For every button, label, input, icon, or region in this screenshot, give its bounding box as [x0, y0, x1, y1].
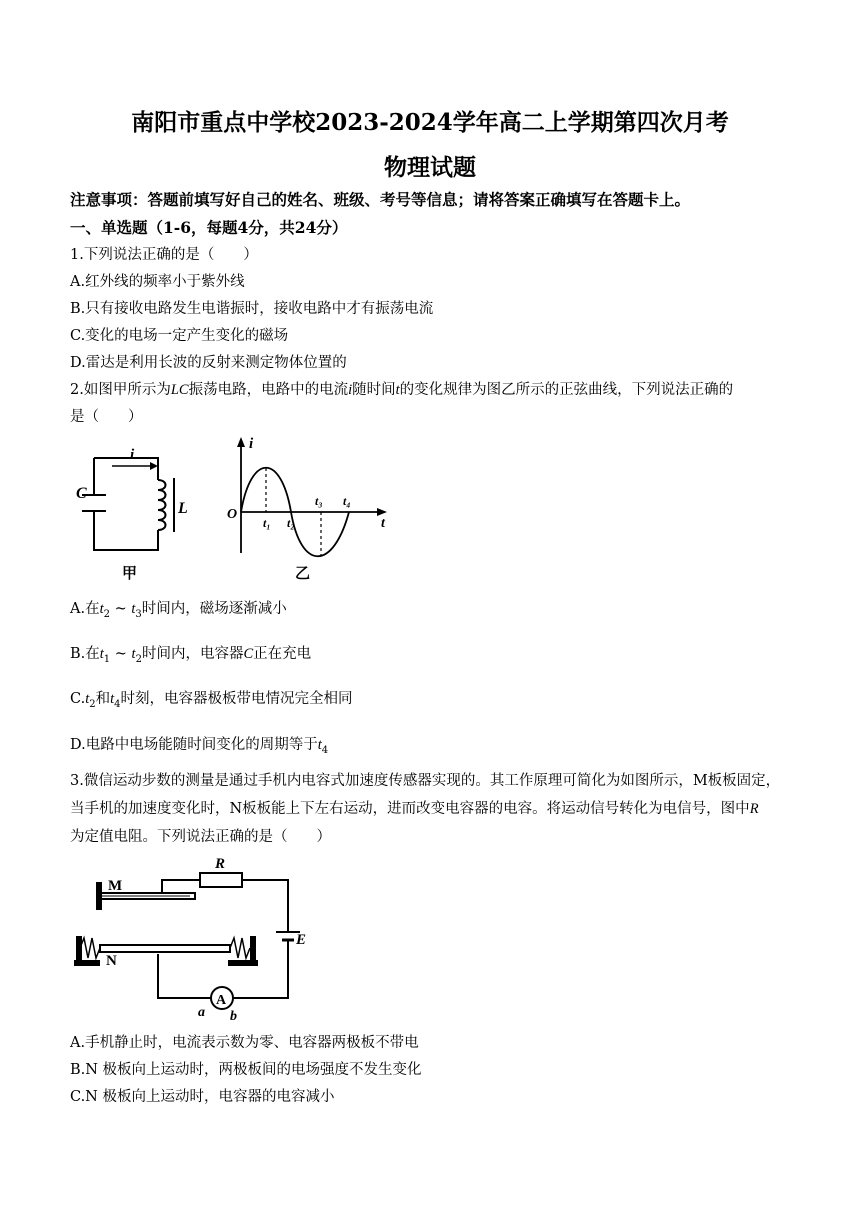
m-plate-support: [96, 882, 102, 910]
notice: 注意事项：答题前填写好自己的姓名、班级、考号等信息；请将答案正确填写在答题卡上。: [70, 190, 691, 209]
q3-option-c: C.N 极板向上运动时，电容器的电容减小: [70, 1089, 335, 1105]
axis-label-i: i: [249, 436, 254, 452]
label-C: C: [76, 485, 87, 502]
terminal-a: a: [198, 1005, 205, 1020]
tick-t4: t₄: [343, 494, 351, 508]
q2-option-b: B.在$t_1$ ~ $t_2$时间内，电容器C正在充电: [70, 646, 312, 665]
origin-label: O: [227, 507, 238, 522]
q1-option-d: D.雷达是利用长波的反射来测定物体位置的: [70, 355, 347, 371]
q1-option-c: C.变化的电场一定产生变化的磁场: [70, 328, 289, 344]
n-spring-wall-right: [250, 936, 256, 960]
q2-stem-line2: 是（ ）: [70, 409, 143, 425]
q3-option-b: B.N 极板向上运动时，两极板间的电场强度不发生变化: [70, 1062, 422, 1078]
label-M: M: [108, 878, 123, 894]
q3-stem-line3: 为定值电阻。下列说法正确的是（ ）: [70, 829, 331, 845]
label-R: R: [215, 856, 226, 872]
lc-circuit-figure: [70, 440, 200, 585]
exam-title: 南阳市重点中学校2023-2024学年高二上学期第四次月考: [131, 109, 729, 136]
ammeter-label: A: [216, 993, 227, 1008]
x-axis-arrow-icon: [377, 508, 387, 516]
q3-stem-line1: 3.微信运动步数的测量是通过手机内电容式加速度传感器实现的。其工作原理可简化为如图所示，M板板固定，: [70, 773, 781, 789]
q2-option-c: $C.t_2$和$t_4$时刻，电容器极板带电情况完全相同: [70, 691, 353, 710]
q2-stem-line1: 2.如图甲所示为LC振荡电路，电路中的电流i随时间t的变化规律为图乙所示的正弦曲线，下列说法正确的: [70, 382, 734, 398]
axis-label-t: t: [381, 516, 385, 531]
q1-option-a: A.红外线的频率小于紫外线: [70, 274, 245, 290]
caption-jia: 甲: [122, 566, 138, 582]
label-i: i: [130, 447, 135, 463]
section-heading: 一、单选题（1-6，每题4分，共24分）: [70, 218, 348, 237]
current-graph-figure: [225, 435, 395, 585]
n-base-right: [228, 960, 258, 966]
terminal-b: b: [230, 1009, 237, 1024]
q1-stem: 1.下列说法正确的是（ ）: [70, 247, 258, 263]
n-base-left: [74, 960, 100, 966]
n-spring-wall-left: [76, 936, 82, 960]
current-arrow-icon: [150, 462, 158, 470]
q3-option-a: A.手机静止时，电流表示数为零、电容器两极板不带电: [70, 1035, 419, 1051]
label-L: L: [178, 500, 188, 517]
q1-option-b: B.只有接收电路发生电谐振时，接收电路中才有振荡电流: [70, 301, 434, 317]
tick-t2: t₂: [287, 516, 295, 530]
tick-t3: t₃: [315, 494, 323, 508]
q2-option-d: D.电路中电场能随时间变化的周期等于$t_4$: [70, 737, 329, 756]
accelerometer-circuit-figure: [70, 850, 320, 1025]
tick-t1: t₁: [263, 516, 271, 530]
caption-yi: 乙: [295, 566, 311, 582]
q2-option-a: A.在$t_2$ ~ $t_3$时间内，磁场逐渐减小: [70, 601, 287, 620]
q3-stem-line2: 当手机的加速度变化时，N板板能上下左右运动，进而改变电容器的电容。将运动信号转化为电信号，图中R: [70, 801, 759, 817]
label-E: E: [296, 932, 307, 948]
label-N: N: [106, 953, 117, 969]
y-axis-arrow-icon: [237, 437, 245, 447]
exam-subtitle: 物理试题: [384, 154, 476, 181]
